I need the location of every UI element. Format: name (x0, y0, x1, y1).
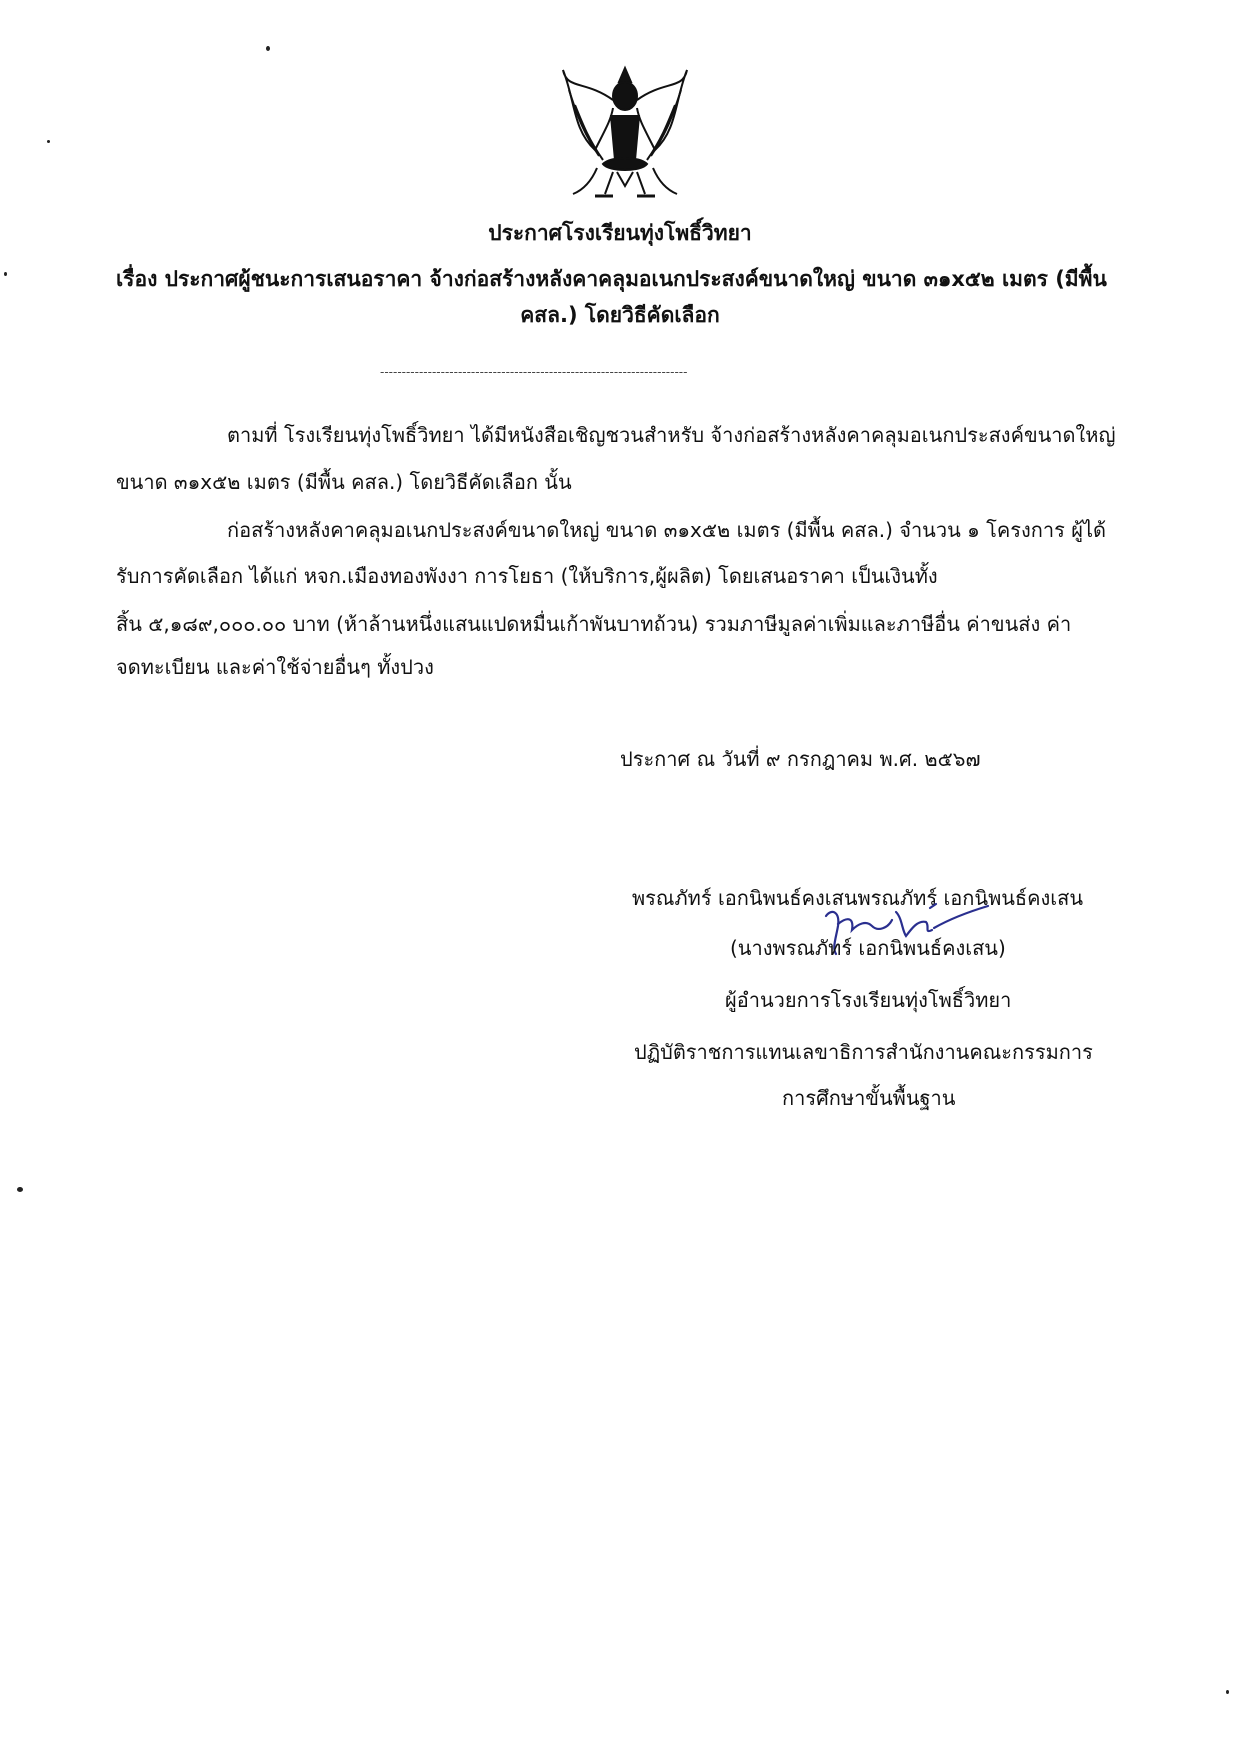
paragraph-2-line-1: ก่อสร้างหลังคาคลุมอเนกประสงค์ขนาดใหญ่ ขนาด ๓๑x๕๒ เมตร (มีพื้น คสล.) จำนวน ๑ โครงการ ผู้ได้ (227, 518, 1107, 542)
subject-line-2: คสล.) โดยวิธีคัดเลือก (520, 303, 720, 327)
announcement-date: ประกาศ ณ วันที่ ๙ กรกฎาคม พ.ศ. ๒๕๖๗ (620, 747, 981, 771)
scan-speck (47, 140, 50, 143)
subject-line-1: เรื่อง ประกาศผู้ชนะการเสนอราคา จ้างก่อสร้างหลังคาคลุมอเนกประสงค์ขนาดใหญ่ ขนาด ๓๑x๕๒ เมตร (มีพื้น (116, 267, 1107, 291)
scan-speck (266, 46, 270, 51)
acting-on-behalf-line-2: การศึกษาขั้นพื้นฐาน (782, 1086, 956, 1110)
paragraph-1-line-2: ขนาด ๓๑x๕๒ เมตร (มีพื้น คสล.) โดยวิธีคัดเลือก นั้น (116, 470, 572, 494)
scan-speck (17, 1187, 23, 1192)
separator-line: ----------------------------------------------------------------------- (380, 365, 688, 379)
garuda-emblem-icon (555, 60, 695, 225)
signer-full-name: (นางพรณภัทร์ เอกนิพนธ์คงเสน) (730, 936, 1006, 960)
signer-position: ผู้อำนวยการโรงเรียนทุ่งโพธิ์วิทยา (725, 988, 1012, 1012)
scan-speck (1226, 1690, 1229, 1694)
scan-speck (4, 272, 7, 276)
announcement-title: ประกาศโรงเรียนทุ่งโพธิ์วิทยา (488, 221, 752, 245)
paragraph-2-line-4: จดทะเบียน และค่าใช้จ่ายอื่นๆ ทั้งปวง (116, 655, 434, 679)
acting-on-behalf-line-1: ปฏิบัติราชการแทนเลขาธิการสำนักงานคณะกรรมการ (634, 1040, 1093, 1064)
paragraph-1-line-1: ตามที่ โรงเรียนทุ่งโพธิ์วิทยา ได้มีหนังสือเชิญชวนสำหรับ จ้างก่อสร้างหลังคาคลุมอเนกประสงค์ขนาดใหญ่ (227, 423, 1116, 447)
signer-name-repeat: พรณภัทร์ เอกนิพนธ์คงเสนพรณภัทร์ เอกนิพนธ์คงเสน (632, 886, 1083, 910)
paragraph-2-line-2: รับการคัดเลือก ได้แก่ หจก.เมืองทองพังงา การโยธา (ให้บริการ,ผู้ผลิต) โดยเสนอราคา เป็นเงินทั้ง (116, 564, 938, 588)
paragraph-2-line-3: สิ้น ๕,๑๘๙,๐๐๐.๐๐ บาท (ห้าล้านหนึ่งแสนแปดหมื่นเก้าพันบาทถ้วน) รวมภาษีมูลค่าเพิ่มและภาษีอื่น ค่าขนส่ง ค่า (116, 612, 1072, 636)
